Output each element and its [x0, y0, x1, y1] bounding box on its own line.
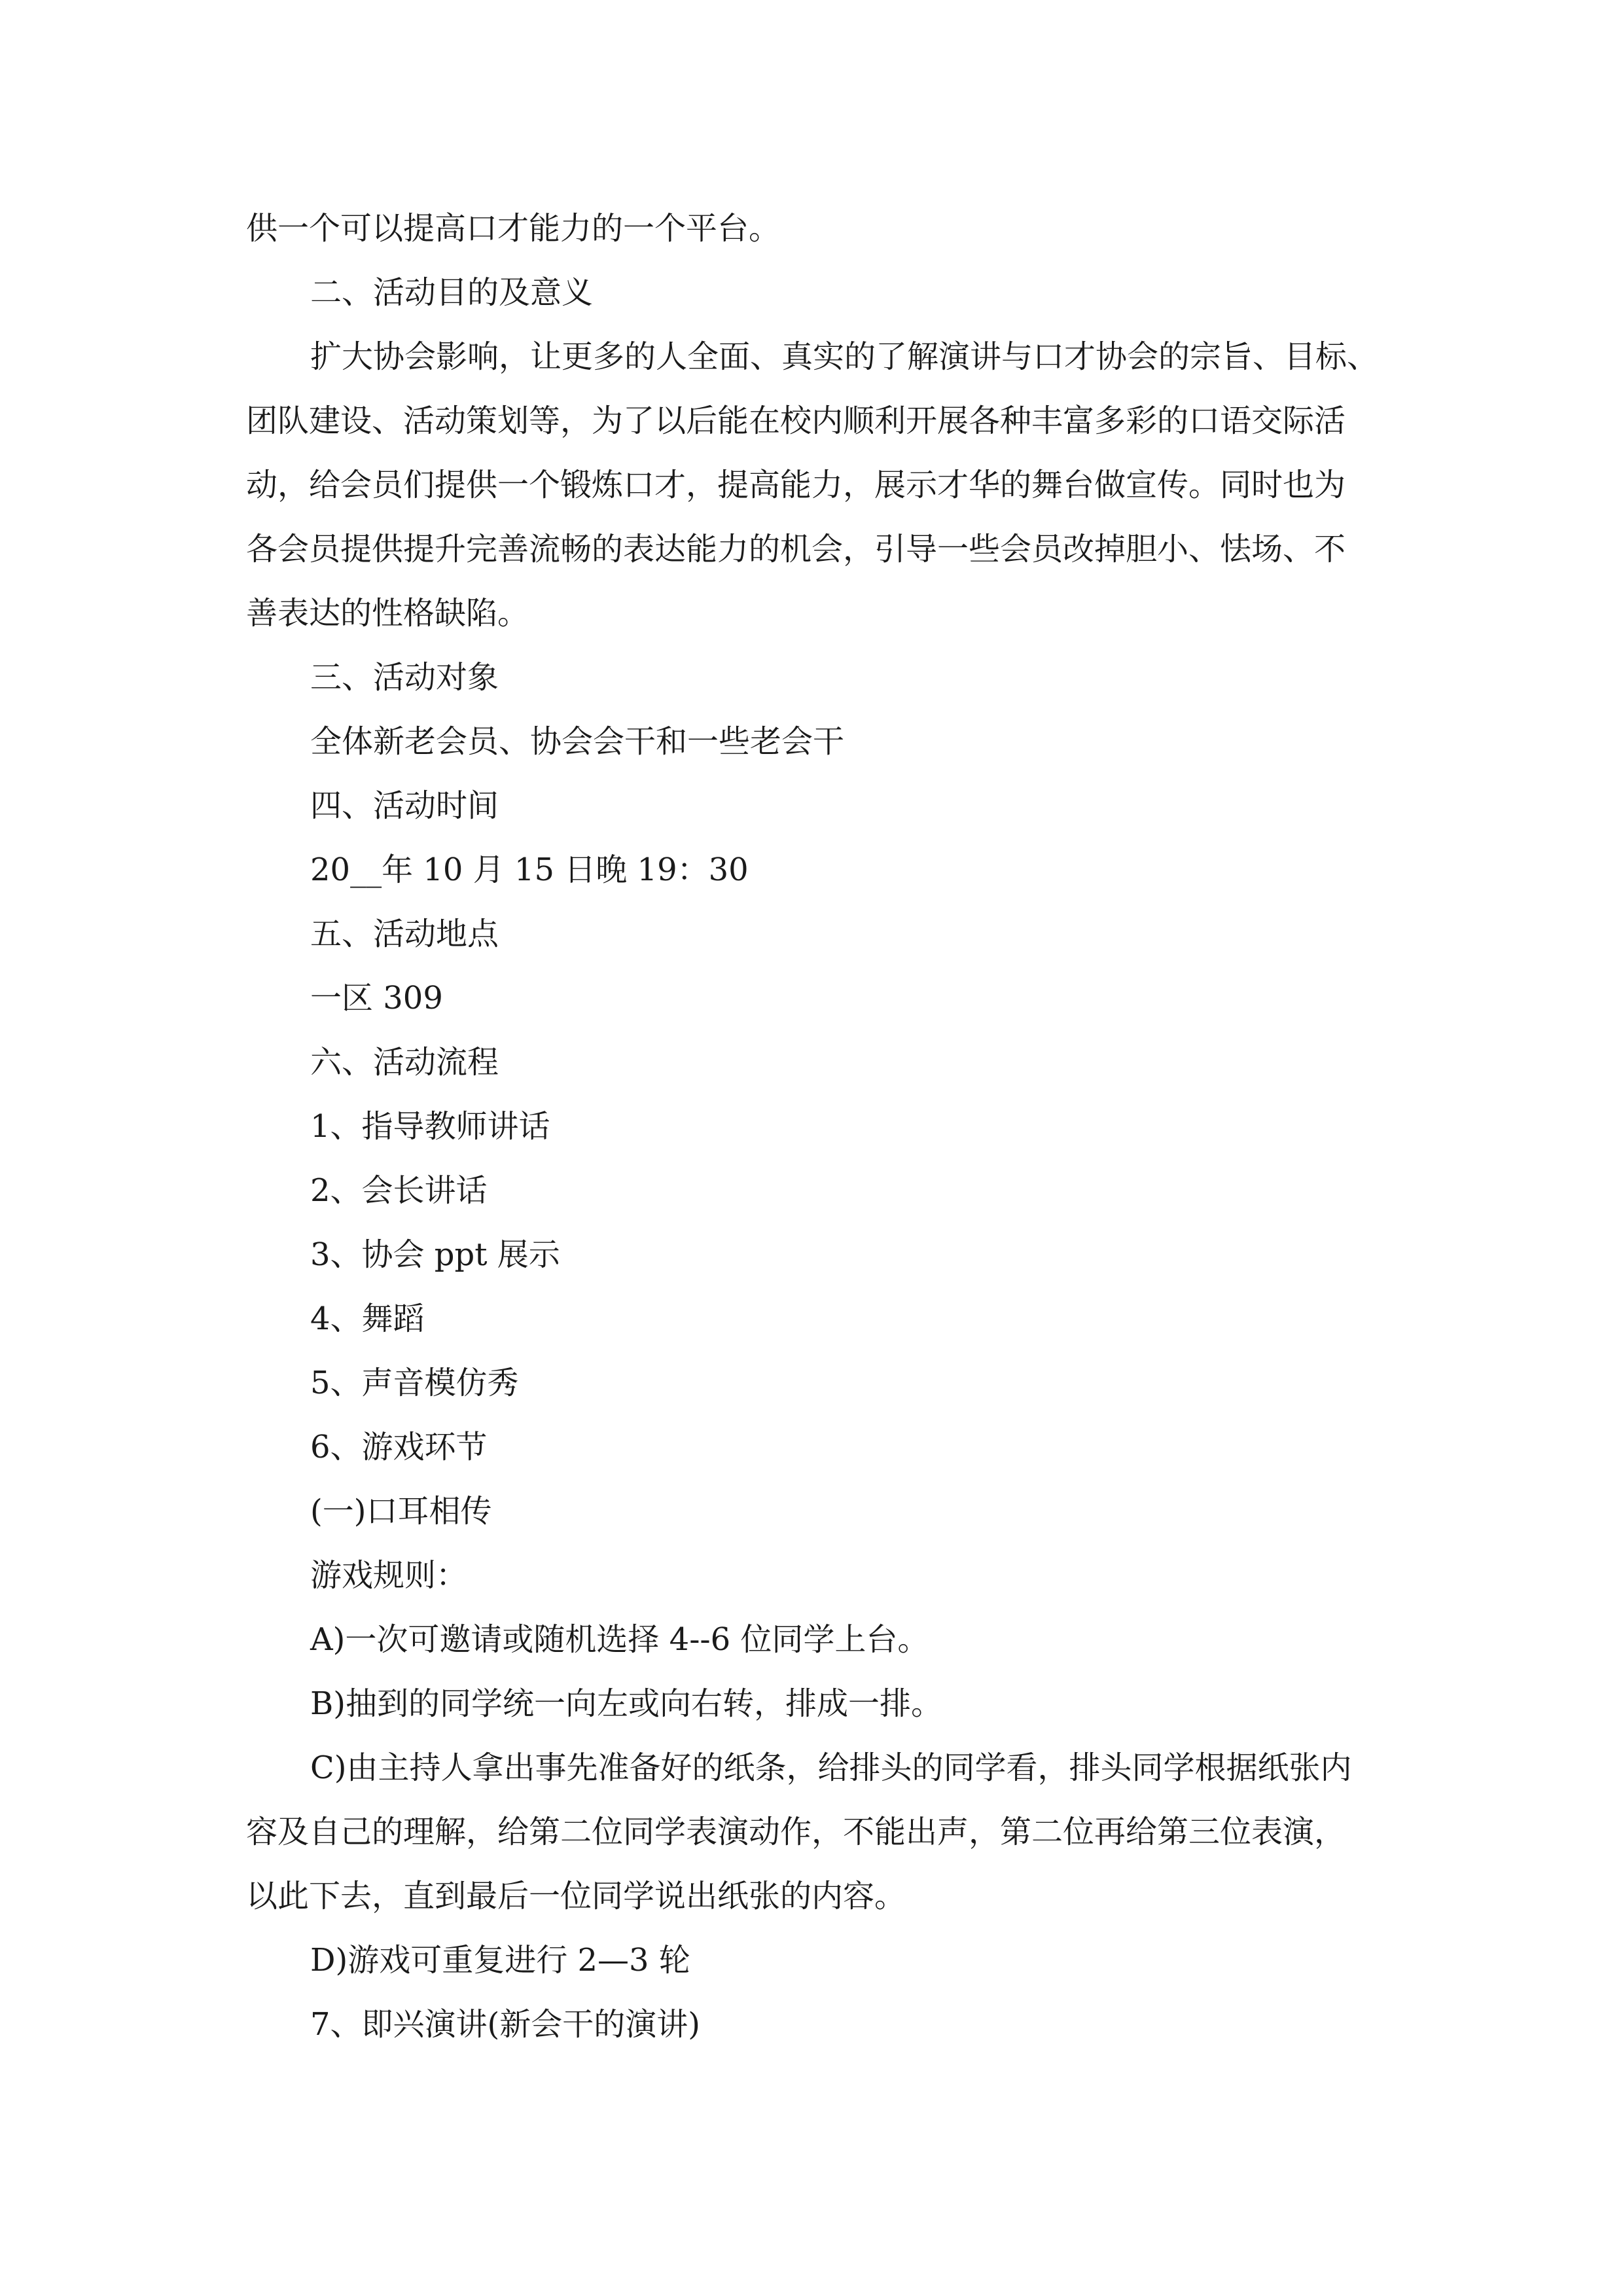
procedure-item: 5、声音模仿秀 — [310, 1365, 519, 1401]
paragraph-line: 团队建设、活动策划等，为了以后能在校内顺利开展各种丰富多彩的口语交际活 — [246, 403, 1346, 439]
section-heading-time: 四、活动时间 — [310, 787, 499, 824]
game-title: (一)口耳相传 — [310, 1493, 492, 1530]
game-rule: C)由主持人拿出事先准备好的纸条，给排头的同学看，排头同学根据纸张内 — [310, 1749, 1352, 1786]
paragraph-line: 扩大协会影响，让更多的人全面、真实的了解演讲与口才协会的宗旨、目标、 — [310, 338, 1379, 375]
location-text: 一区 309 — [310, 980, 443, 1016]
game-rule-continuation: 以此下去，直到最后一位同学说出纸张的内容。 — [246, 1878, 906, 1914]
game-rule-continuation: 容及自己的理解，给第二位同学表演动作，不能出声，第二位再给第三位表演， — [246, 1814, 1346, 1850]
procedure-item: 1、指导教师讲话 — [310, 1108, 550, 1145]
game-rule: D)游戏可重复进行 2—3 轮 — [310, 1942, 690, 1979]
paragraph-line: 各会员提供提升完善流畅的表达能力的机会，引导一些会员改掉胆小、怯场、不 — [246, 531, 1346, 567]
procedure-item: 4、舞蹈 — [310, 1300, 425, 1337]
section-heading-location: 五、活动地点 — [310, 916, 499, 952]
section-heading-procedure: 六、活动流程 — [310, 1044, 499, 1081]
paragraph-line: 善表达的性格缺陷。 — [246, 595, 529, 632]
procedure-item: 6、游戏环节 — [310, 1429, 488, 1465]
time-text: 20__年 10 月 15 日晚 19：30 — [310, 852, 749, 888]
game-rule: B)抽到的同学统一向左或向右转，排成一排。 — [310, 1685, 943, 1722]
procedure-item: 3、协会 ppt 展示 — [310, 1236, 560, 1273]
procedure-item: 2、会长讲话 — [310, 1172, 488, 1209]
section-heading-audience: 三、活动对象 — [310, 659, 499, 696]
procedure-item: 7、即兴演讲(新会干的演讲) — [310, 2006, 700, 2043]
game-rule: A)一次可邀请或随机选择 4--6 位同学上台。 — [310, 1621, 929, 1658]
paragraph-continuation: 供一个可以提高口才能力的一个平台。 — [246, 210, 781, 247]
game-rules-label: 游戏规则： — [310, 1557, 468, 1594]
audience-text: 全体新老会员、协会会干和一些老会干 — [310, 723, 845, 760]
paragraph-line: 动，给会员们提供一个锻炼口才，提高能力，展示才华的舞台做宣传。同时也为 — [246, 467, 1346, 503]
section-heading-purpose: 二、活动目的及意义 — [310, 274, 594, 311]
